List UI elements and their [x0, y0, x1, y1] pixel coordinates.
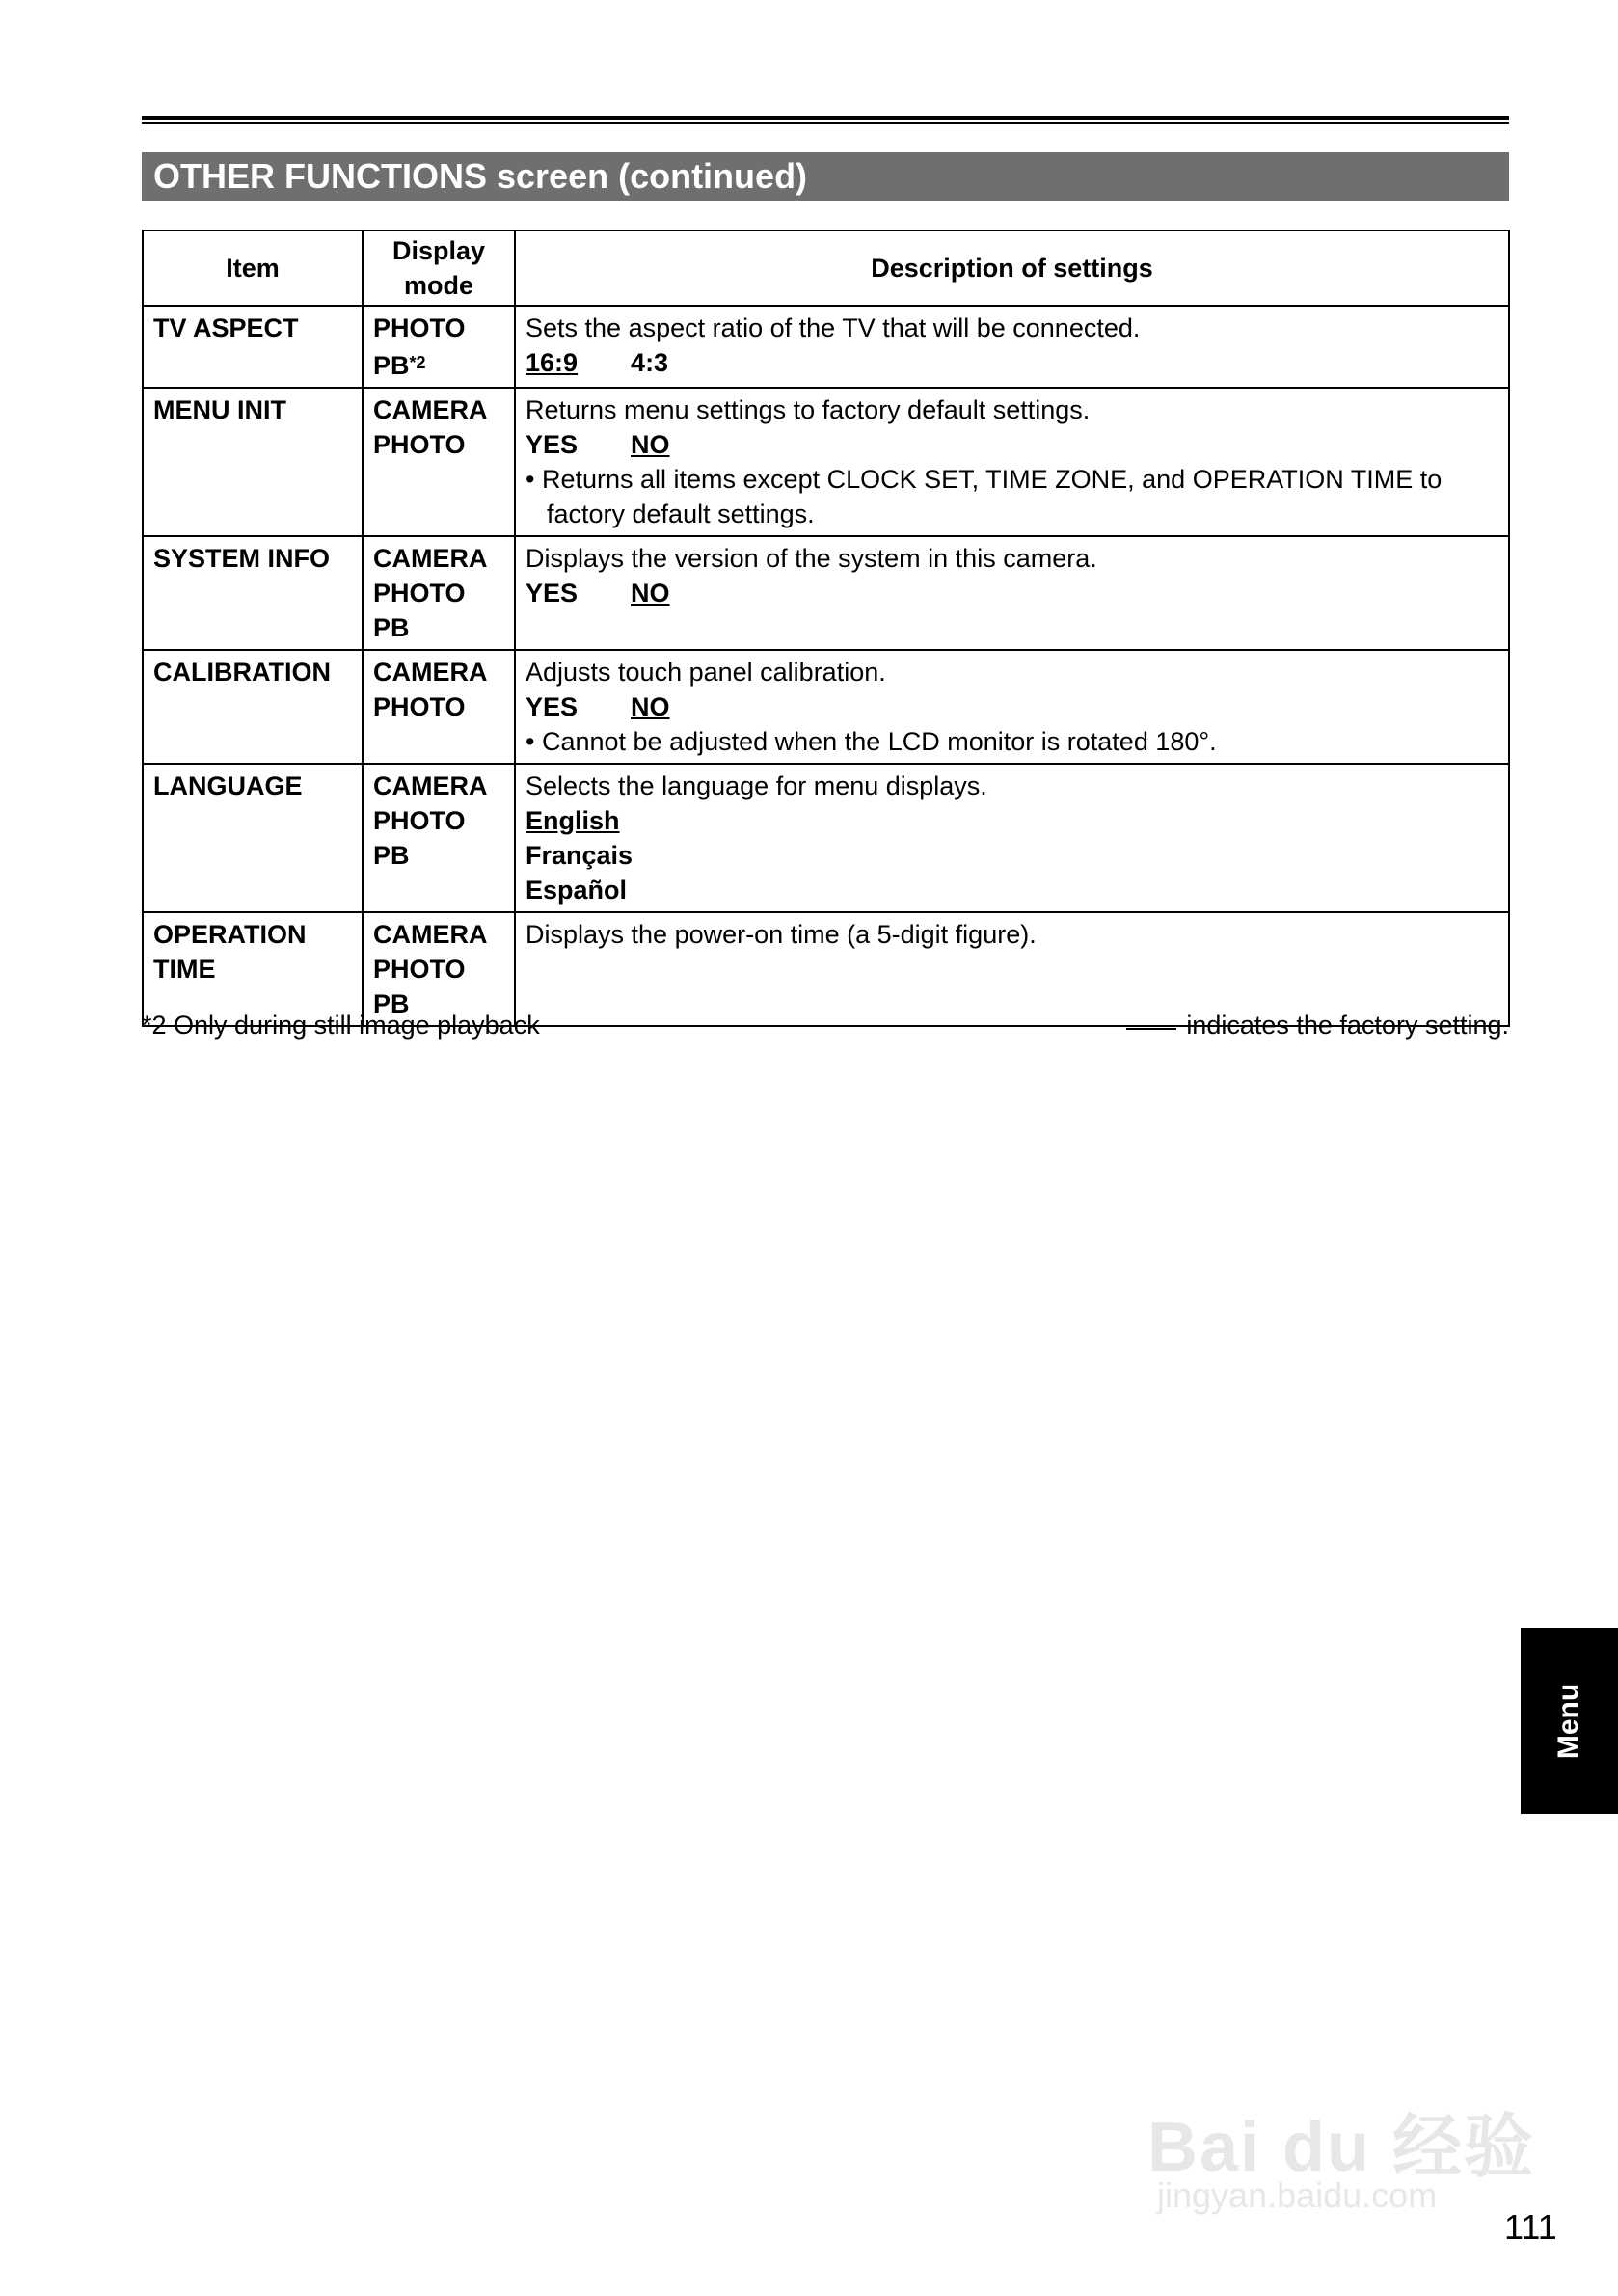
table-row	[143, 388, 1509, 536]
row-modes	[363, 650, 515, 764]
header-display-mode: Display mode	[363, 230, 515, 306]
table-row	[143, 306, 1509, 388]
top-rule	[142, 116, 1509, 120]
settings-table	[142, 230, 1510, 1027]
table-row	[143, 764, 1509, 912]
language-option: Español	[526, 876, 628, 905]
top-rule-thin	[142, 122, 1509, 124]
footnote-ref: *2	[409, 353, 426, 372]
row-description	[515, 536, 1509, 650]
option-default: 16:9	[526, 348, 579, 377]
row-description	[515, 306, 1509, 388]
row-modes	[363, 388, 515, 536]
table-row	[143, 536, 1509, 650]
mode-label: PB	[373, 613, 410, 642]
watermark-brand: Bai du 经验	[1147, 2109, 1536, 2186]
row-modes	[363, 536, 515, 650]
factory-setting-legend: indicates the factory setting.	[1126, 1009, 1509, 1041]
option: 4:3	[631, 348, 669, 377]
option-default: NO	[631, 430, 670, 459]
bullet-note: • Cannot be adjusted when the LCD monitor is rotated 180°.	[526, 727, 1217, 756]
mode-label: CAMERA	[373, 771, 488, 800]
mode-label: PHOTO	[373, 579, 466, 608]
language-option-default: English	[526, 806, 620, 835]
mode-label: PHOTO	[373, 692, 466, 721]
section-title: OTHER FUNCTIONS screen (continued)	[142, 152, 1509, 201]
option: YES	[526, 692, 579, 721]
page-number: 111	[1504, 2207, 1557, 2247]
description-text: Displays the version of the system in this camera.	[526, 544, 1097, 573]
mode-label: PB	[373, 989, 410, 1018]
description-text: Selects the language for menu displays.	[526, 771, 987, 800]
option: YES	[526, 579, 579, 608]
header-description: Description of settings	[515, 230, 1509, 306]
row-description	[515, 388, 1509, 536]
description-text: Adjusts touch panel calibration.	[526, 658, 886, 687]
row-item: OPERATION TIME	[143, 912, 363, 1026]
row-item: MENU INIT	[143, 388, 363, 536]
mode-label: CAMERA	[373, 544, 488, 573]
mode-label: CAMERA	[373, 395, 488, 424]
option-default: NO	[631, 579, 670, 608]
description-text: Sets the aspect ratio of the TV that will be connected.	[526, 313, 1141, 342]
option-default: NO	[631, 692, 670, 721]
row-description	[515, 764, 1509, 912]
option-list	[526, 576, 1498, 610]
mode-label: PHOTO	[373, 806, 466, 835]
mode-label: PHOTO	[373, 313, 466, 342]
footnote: *2 Only during still image playback	[142, 1011, 540, 1040]
row-item: SYSTEM INFO	[143, 536, 363, 650]
row-description	[515, 650, 1509, 764]
mode-label: CAMERA	[373, 920, 488, 949]
option-list	[526, 689, 1498, 724]
mode-label: PHOTO	[373, 430, 466, 459]
description-text: Returns menu settings to factory default settings.	[526, 395, 1091, 424]
row-item: TV ASPECT	[143, 306, 363, 388]
option: YES	[526, 430, 579, 459]
row-modes	[363, 306, 515, 388]
row-item: CALIBRATION	[143, 650, 363, 764]
mode-label: CAMERA	[373, 658, 488, 687]
description-text: Displays the power-on time (a 5-digit figure).	[526, 920, 1037, 949]
mode-label: PB$^{*2}$	[373, 351, 426, 380]
row-item: LANGUAGE	[143, 764, 363, 912]
row-modes	[363, 764, 515, 912]
table-row	[143, 650, 1509, 764]
watermark-url: jingyan.baidu.com	[1157, 2175, 1438, 2215]
language-option: Français	[526, 841, 634, 870]
header-item: Item	[143, 230, 363, 306]
side-tab-menu: Menu	[1521, 1628, 1618, 1814]
table-header-row	[143, 230, 1509, 306]
option-list	[526, 427, 1498, 462]
bullet-note: • Returns all items except CLOCK SET, TIME ZONE, and OPERATION TIME to factory default settings.	[526, 465, 1443, 528]
mode-label: PB	[373, 841, 410, 870]
watermark-logo	[1147, 2052, 1543, 2226]
underline-sample	[1126, 1028, 1176, 1030]
mode-label: PHOTO	[373, 955, 466, 984]
option-list	[526, 345, 1498, 380]
